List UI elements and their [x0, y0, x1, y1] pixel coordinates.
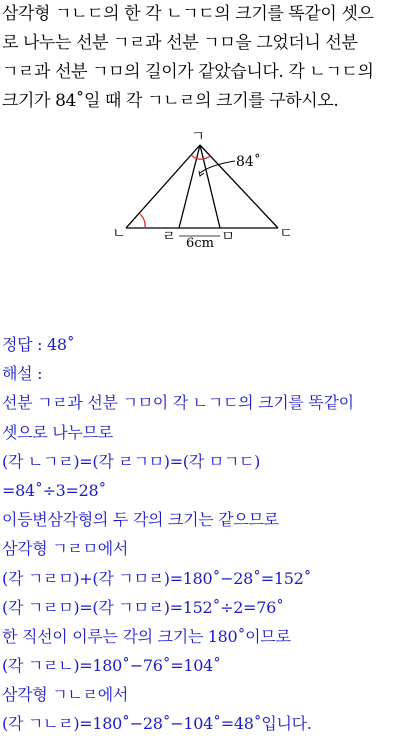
explanation-line: (각 ㄴㄱㄹ)=(각 ㄹㄱㅁ)=(각 ㅁㄱㄷ): [2, 451, 261, 471]
label-left: ㄴ: [112, 226, 126, 242]
segment-g-m: [200, 145, 220, 228]
label-r: ㄹ: [162, 229, 176, 245]
explanation-line: 삼각형 ㄱㄹㅁ에서: [2, 539, 129, 559]
problem-line: 로 나누는 선분 ㄱㄹ과 선분 ㄱㅁ을 그었더니 선분: [2, 33, 358, 53]
explanation-line: 삼각형 ㄱㄴㄹ에서: [2, 685, 129, 705]
left-angle-mark: [140, 214, 145, 228]
explanation-line: 선분 ㄱㄹ과 선분 ㄱㅁ이 각 ㄴㄱㄷ의 크기를 똑같이: [2, 393, 354, 413]
answer-section: [2, 330, 398, 739]
triangle-figure: [100, 128, 310, 256]
explanation-line: (각 ㄱㄹㄴ)=180˚−76˚=104˚: [2, 656, 221, 676]
answer-value: 정답 : 48˚: [2, 335, 75, 354]
label-top: ㄱ: [191, 129, 205, 145]
angle-label: 84˚: [236, 154, 261, 170]
explanation-line: 셋으로 나누므로: [2, 422, 113, 442]
explanation-line: 이등변삼각형의 두 각의 크기는 같으므로: [2, 510, 279, 530]
problem-line: 삼각형 ㄱㄴㄷ의 한 각 ㄴㄱㄷ의 크기를 똑같이 셋으: [2, 4, 374, 24]
problem-line: ㄱㄹ과 선분 ㄱㅁ의 길이가 같았습니다. 각 ㄴㄱㄷ의: [2, 62, 374, 82]
explanation-heading: 해설 :: [2, 364, 43, 384]
problem-line: 크기가 84˚일 때 각 ㄱㄴㄹ의 크기를 구하시오.: [2, 91, 339, 111]
explanation-line: 한 직선이 이루는 각의 크기는 180˚이므로: [2, 626, 291, 646]
label-m: ㅁ: [221, 229, 235, 245]
explanation-line: (각 ㄱㄹㅁ)=(각 ㄱㅁㄹ)=152˚÷2=76˚: [2, 597, 284, 617]
label-right: ㄷ: [279, 226, 293, 242]
explanation-line: (각 ㄱㄴㄹ)=180˚−28˚−104˚=48˚입니다.: [2, 714, 312, 734]
explanation-line: =84˚÷3=28˚: [2, 480, 107, 500]
top-angle-mark: [191, 155, 210, 159]
explanation-line: (각 ㄱㄹㅁ)+(각 ㄱㅁㄹ)=180˚−28˚=152˚: [2, 568, 312, 588]
length-label: 6cm: [186, 236, 214, 251]
problem-text: [2, 0, 398, 116]
